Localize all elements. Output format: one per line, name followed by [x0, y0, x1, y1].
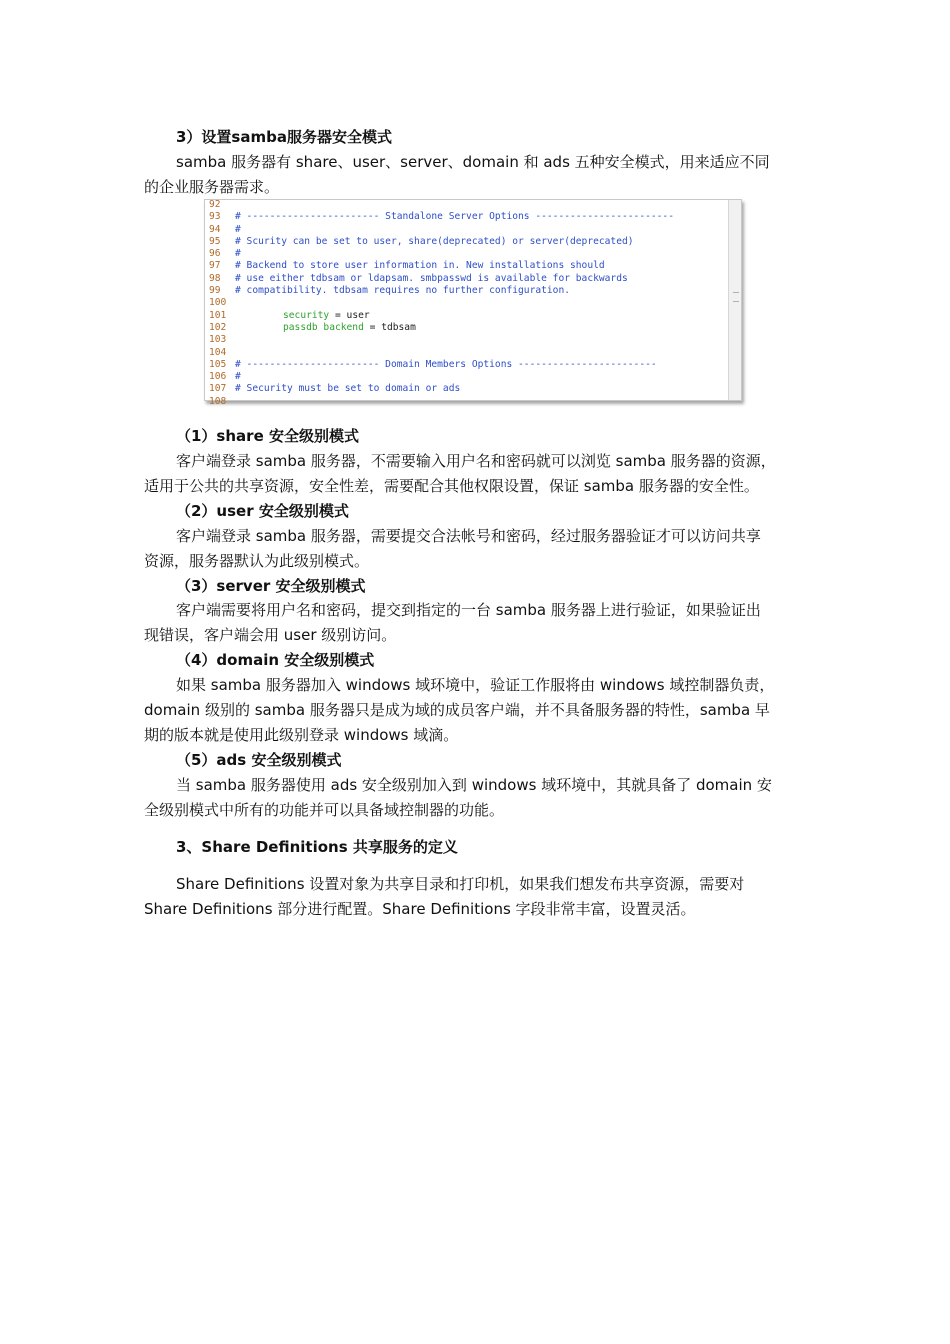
mode-body-line: 资源，服务器默认为此级别模式。 [144, 552, 370, 570]
code-line [205, 396, 235, 408]
code-line [205, 224, 241, 236]
code-comment: # [235, 248, 241, 260]
line-number: 95 [209, 235, 221, 247]
code-line [205, 347, 235, 359]
mode-title-domain: （4）domain 安全级别模式 [176, 651, 375, 669]
intro-line-1: samba 服务器有 share、user、server、domain 和 ads 五种安全模式，用来适应不同 [176, 153, 770, 171]
mode-title-user: （2）user 安全级别模式 [176, 502, 349, 520]
code-comment: # compatibility. tdbsam requires no further configuration. [235, 285, 571, 296]
code-comment: # Security must be set to domain or ads [235, 383, 461, 395]
code-line [205, 236, 634, 248]
line-number: 92 [209, 199, 221, 210]
mode-body-line: 期的版本就是使用此级别登录 windows 域滴。 [144, 726, 459, 744]
line-number: 107 [209, 383, 227, 395]
code-line [205, 199, 235, 211]
line-number: 93 [209, 211, 221, 222]
code-line [205, 359, 657, 371]
line-number: 104 [209, 346, 227, 358]
line-number: 94 [209, 223, 221, 235]
mode-title-ads: （5）ads 安全级别模式 [176, 751, 342, 769]
line-number: 96 [209, 248, 221, 260]
mode-title-share: （1）share 安全级别模式 [176, 427, 359, 445]
code-directive-value: = tdbsam [363, 321, 416, 333]
line-number: 108 [209, 395, 227, 407]
code-comment: # Backend to store user information in. New installations should [235, 260, 605, 272]
line-number: 101 [209, 309, 227, 321]
mode-body-line: 客户端登录 samba 服务器，不需要输入用户名和密码就可以浏览 samba 服务器的资源， [176, 452, 776, 470]
mode-body-line: domain 级别的 samba 服务器只是成为域的成员客户端，并不具备服务器的特性，samba 早 [144, 701, 770, 719]
share-body-line: Share Definitions 部分进行配置。Share Definitions 字段非常丰富，设置灵活。 [144, 900, 696, 918]
code-comment: # use either tdbsam or ldapsam. smbpasswd is available for backwards [235, 272, 628, 284]
line-number: 103 [209, 334, 227, 346]
code-comment: # [235, 223, 241, 235]
line-number: 106 [209, 371, 227, 383]
code-comment: # Scurity can be set to user, share(deprecated) or server(deprecated) [235, 235, 634, 247]
code-line [205, 383, 460, 395]
line-number: 97 [209, 260, 221, 272]
code-line [205, 371, 241, 383]
code-directive-key: security [283, 309, 330, 321]
intro-line-2: 的企业服务器需求。 [144, 178, 280, 196]
config-screenshot [204, 199, 742, 407]
code-directive-key: passdb backend [283, 321, 364, 333]
code-line [205, 310, 370, 322]
code-line [205, 297, 235, 309]
line-number: 105 [209, 358, 227, 370]
mode-body-line: 客户端登录 samba 服务器，需要提交合法帐号和密码，经过服务器验证才可以访问共享 [176, 527, 761, 545]
mode-body-line: 当 samba 服务器使用 ads 安全级别加入到 windows 域环境中，其就具备了 domain 安 [176, 776, 772, 794]
code-comment: # ----------------------- Domain Members Options ------------------------ [235, 358, 657, 370]
scrollbar[interactable] [728, 200, 741, 400]
code-comment: # ----------------------- Standalone Server Options ------------------------ [235, 211, 674, 222]
code-line [205, 285, 570, 297]
mode-body-line: 客户端需要将用户名和密码，提交到指定的一台 samba 服务器上进行验证，如果验证出 [176, 601, 761, 619]
code-line [205, 248, 241, 260]
mode-title-server: （3）server 安全级别模式 [176, 577, 366, 595]
scrollbar-grip-icon [733, 292, 739, 302]
code-line [205, 322, 416, 334]
mode-body-line: 适用于公共的共享资源，安全性差，需要配合其他权限设置，保证 samba 服务器的安全性。 [144, 477, 759, 495]
mode-body-line: 如果 samba 服务器加入 windows 域环境中，验证工作服将由 windows 域控制器负责， [176, 676, 775, 694]
line-number: 100 [209, 297, 227, 309]
share-body-line: Share Definitions 设置对象为共享目录和打印机，如果我们想发布共享资源，需要对 [176, 875, 745, 893]
mode-body-line: 全级别模式中所有的功能并可以具备域控制器的功能。 [144, 801, 505, 819]
code-line [205, 273, 628, 285]
line-number: 98 [209, 272, 221, 284]
section-heading-share-definitions: 3、Share Definitions 共享服务的定义 [176, 838, 458, 856]
code-comment: # [235, 371, 241, 383]
line-number: 99 [209, 285, 221, 296]
code-line [205, 260, 605, 272]
code-line [205, 211, 674, 223]
code-line [205, 334, 235, 346]
code-directive-value: = user [329, 309, 370, 321]
mode-body-line: 现错误，客户端会用 user 级别访问。 [144, 626, 397, 644]
line-number: 102 [209, 321, 227, 333]
section-heading-security-mode: 3）设置samba服务器安全模式 [176, 128, 392, 146]
